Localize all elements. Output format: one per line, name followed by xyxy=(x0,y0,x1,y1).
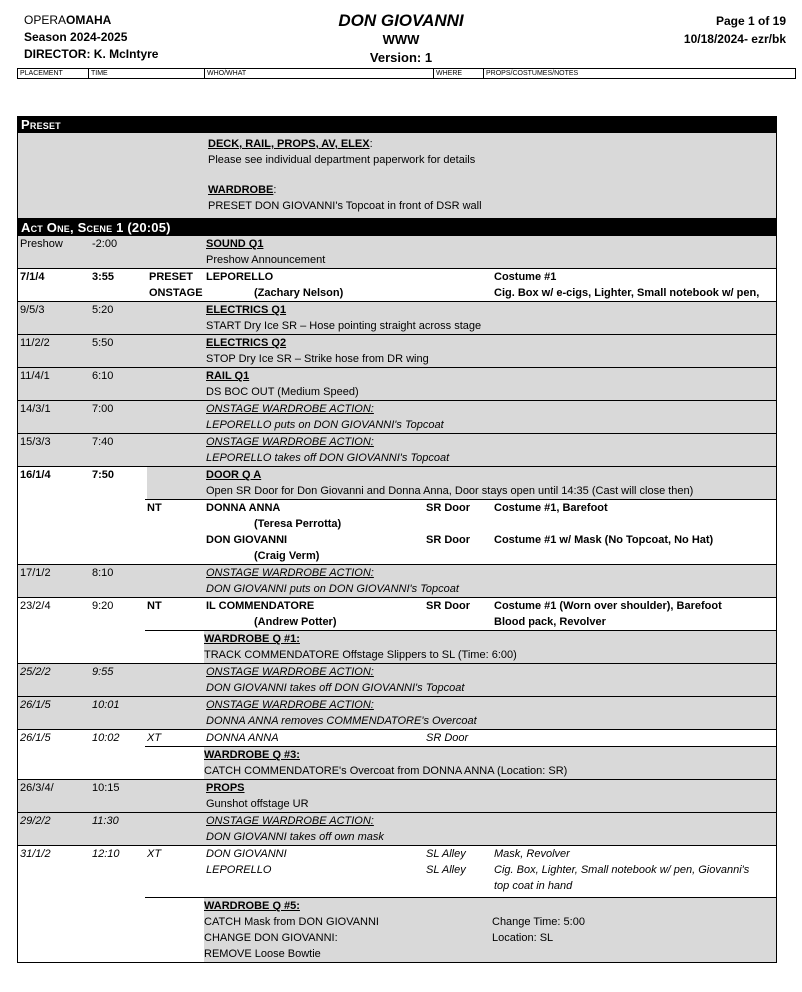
cue-row: 16/1/4 7:50 DOOR Q A Open SR Door for Don Giovanni and Donna Anna, Door stays open until 14:35 (Cast will close then) NT DONNA ANNA SR Door Costume #1, Barefoot (Teresa Perrotta) DON GIOVANNI SR Door Costume #1 w/ Mask (No Topcoat, No Hat) (Craig Verm) xyxy=(18,467,776,565)
preset-wardrobe-note: PRESET DON GIOVANNI's Topcoat in front of DSR wall xyxy=(208,200,482,212)
col-placement: PLACEMENT xyxy=(20,70,63,77)
cue-row: 7/1/4 3:55 PRESET ONSTAGE LEPORELLO Costume #1 (Zachary Nelson) Cig. Box w/ e-cigs, Lighter, Small notebook w/ pen, xyxy=(18,269,776,302)
header-right xyxy=(684,12,786,48)
cue-row: 25/2/2 9:55 ONSTAGE WARDROBE ACTION: DON GIOVANNI takes off DON GIOVANNI's Topcoat xyxy=(18,664,776,697)
cue-row: 14/3/1 7:00 ONSTAGE WARDROBE ACTION: LEPORELLO puts on DON GIOVANNI's Topcoat xyxy=(18,401,776,434)
preset-band: Preset xyxy=(18,116,776,133)
document-header xyxy=(0,0,802,70)
preset-dept-heading: DECK, RAIL, PROPS, AV, ELEX: xyxy=(208,138,373,150)
performer: DONNA ANNA xyxy=(206,502,281,514)
preset-dept-note: Please see individual department paperwork for details xyxy=(208,154,476,166)
header-center xyxy=(0,10,802,67)
show-subtitle: WWW xyxy=(382,32,420,47)
version: Version: 1 xyxy=(369,50,433,65)
cue-row: 31/1/2 12:10 XT DON GIOVANNI SL Alley Mask, Revolver LEPORELLO SL Alley Cig. Box, Lighter, Small notebook w/ pen, Giovanni's top coat in hand WARDROBE Q #5: CATCH Mask from DON GIOVANNI Change Time: 5:00 CHANGE DON GIOVANNI: Location: SL REMOVE Loose Bowtie xyxy=(18,846,776,962)
col-where: WHERE xyxy=(433,69,483,78)
props: Cig. Box w/ e-cigs, Lighter, Small notebook w/ pen, xyxy=(494,287,760,299)
performer: LEPORELLO xyxy=(206,271,274,283)
cue-row: 9/5/3 5:20 ELECTRICS Q1 START Dry Ice SR – Hose pointing straight across stage xyxy=(18,302,776,335)
season: Season 2024-2025 xyxy=(24,30,128,44)
cue-row: Preshow -2:00 SOUND Q1 Preshow Announcement xyxy=(18,236,776,269)
col-who-what: WHO/WHAT xyxy=(204,69,433,78)
company-name: OPERAOMAHA xyxy=(24,13,112,27)
cue-row: 23/2/4 9:20 NT IL COMMENDATORE SR Door Costume #1 (Worn over shoulder), Barefoot (Andrew Potter) Blood pack, Revolver WARDROBE Q #1: TRACK COMMENDATORE Offstage Slippers to SL (Time: 6:00) xyxy=(18,598,776,664)
director: DIRECTOR: K. McIntyre xyxy=(24,47,159,61)
col-props-notes: PROPS/COSTUMES/NOTES xyxy=(483,69,795,78)
cue-description: Preshow Announcement xyxy=(206,254,326,266)
show-title: DON GIOVANNI xyxy=(338,11,464,30)
act-band: Act One, Scene 1 (20:05) xyxy=(18,219,776,236)
cue-row: 11/2/2 5:50 ELECTRICS Q2 STOP Dry Ice SR – Strike hose from DR wing xyxy=(18,335,776,368)
cue-row: 15/3/3 7:40 ONSTAGE WARDROBE ACTION: LEPORELLO takes off DON GIOVANNI's Topcoat xyxy=(18,434,776,467)
cue-row: 26/1/5 10:01 ONSTAGE WARDROBE ACTION: DONNA ANNA removes COMMENDATORE's Overcoat xyxy=(18,697,776,730)
cue-row: 29/2/2 11:30 ONSTAGE WARDROBE ACTION: DON GIOVANNI takes off own mask xyxy=(18,813,776,846)
column-header-row xyxy=(17,68,796,79)
preset-wardrobe-heading: WARDROBE: xyxy=(208,184,277,196)
performer: DON GIOVANNI xyxy=(206,534,288,546)
cue-sheet xyxy=(17,116,777,963)
actor-name: (Zachary Nelson) xyxy=(254,287,344,299)
cue-row: 17/1/2 8:10 ONSTAGE WARDROBE ACTION: DON GIOVANNI puts on DON GIOVANNI's Topcoat xyxy=(18,565,776,598)
revision-date: 10/18/2024- ezr/bk xyxy=(683,32,786,46)
cue-row: 26/1/5 10:02 XT DONNA ANNA SR Door WARDROBE Q #3: CATCH COMMENDATORE's Overcoat from DONNA ANNA (Location: SR) xyxy=(18,730,776,780)
page-number: Page 1 of 19 xyxy=(715,14,786,28)
cue-row: 26/3/4/ 10:15 PROPS Gunshot offstage UR xyxy=(18,780,776,813)
col-time: TIME xyxy=(88,69,204,78)
cue-title: SOUND Q1 xyxy=(206,238,264,250)
cue-row: 11/4/1 6:10 RAIL Q1 DS BOC OUT (Medium Speed) xyxy=(18,368,776,401)
performer: IL COMMENDATORE xyxy=(206,600,315,612)
costume: Costume #1 xyxy=(494,271,557,283)
preset-row xyxy=(18,133,776,219)
